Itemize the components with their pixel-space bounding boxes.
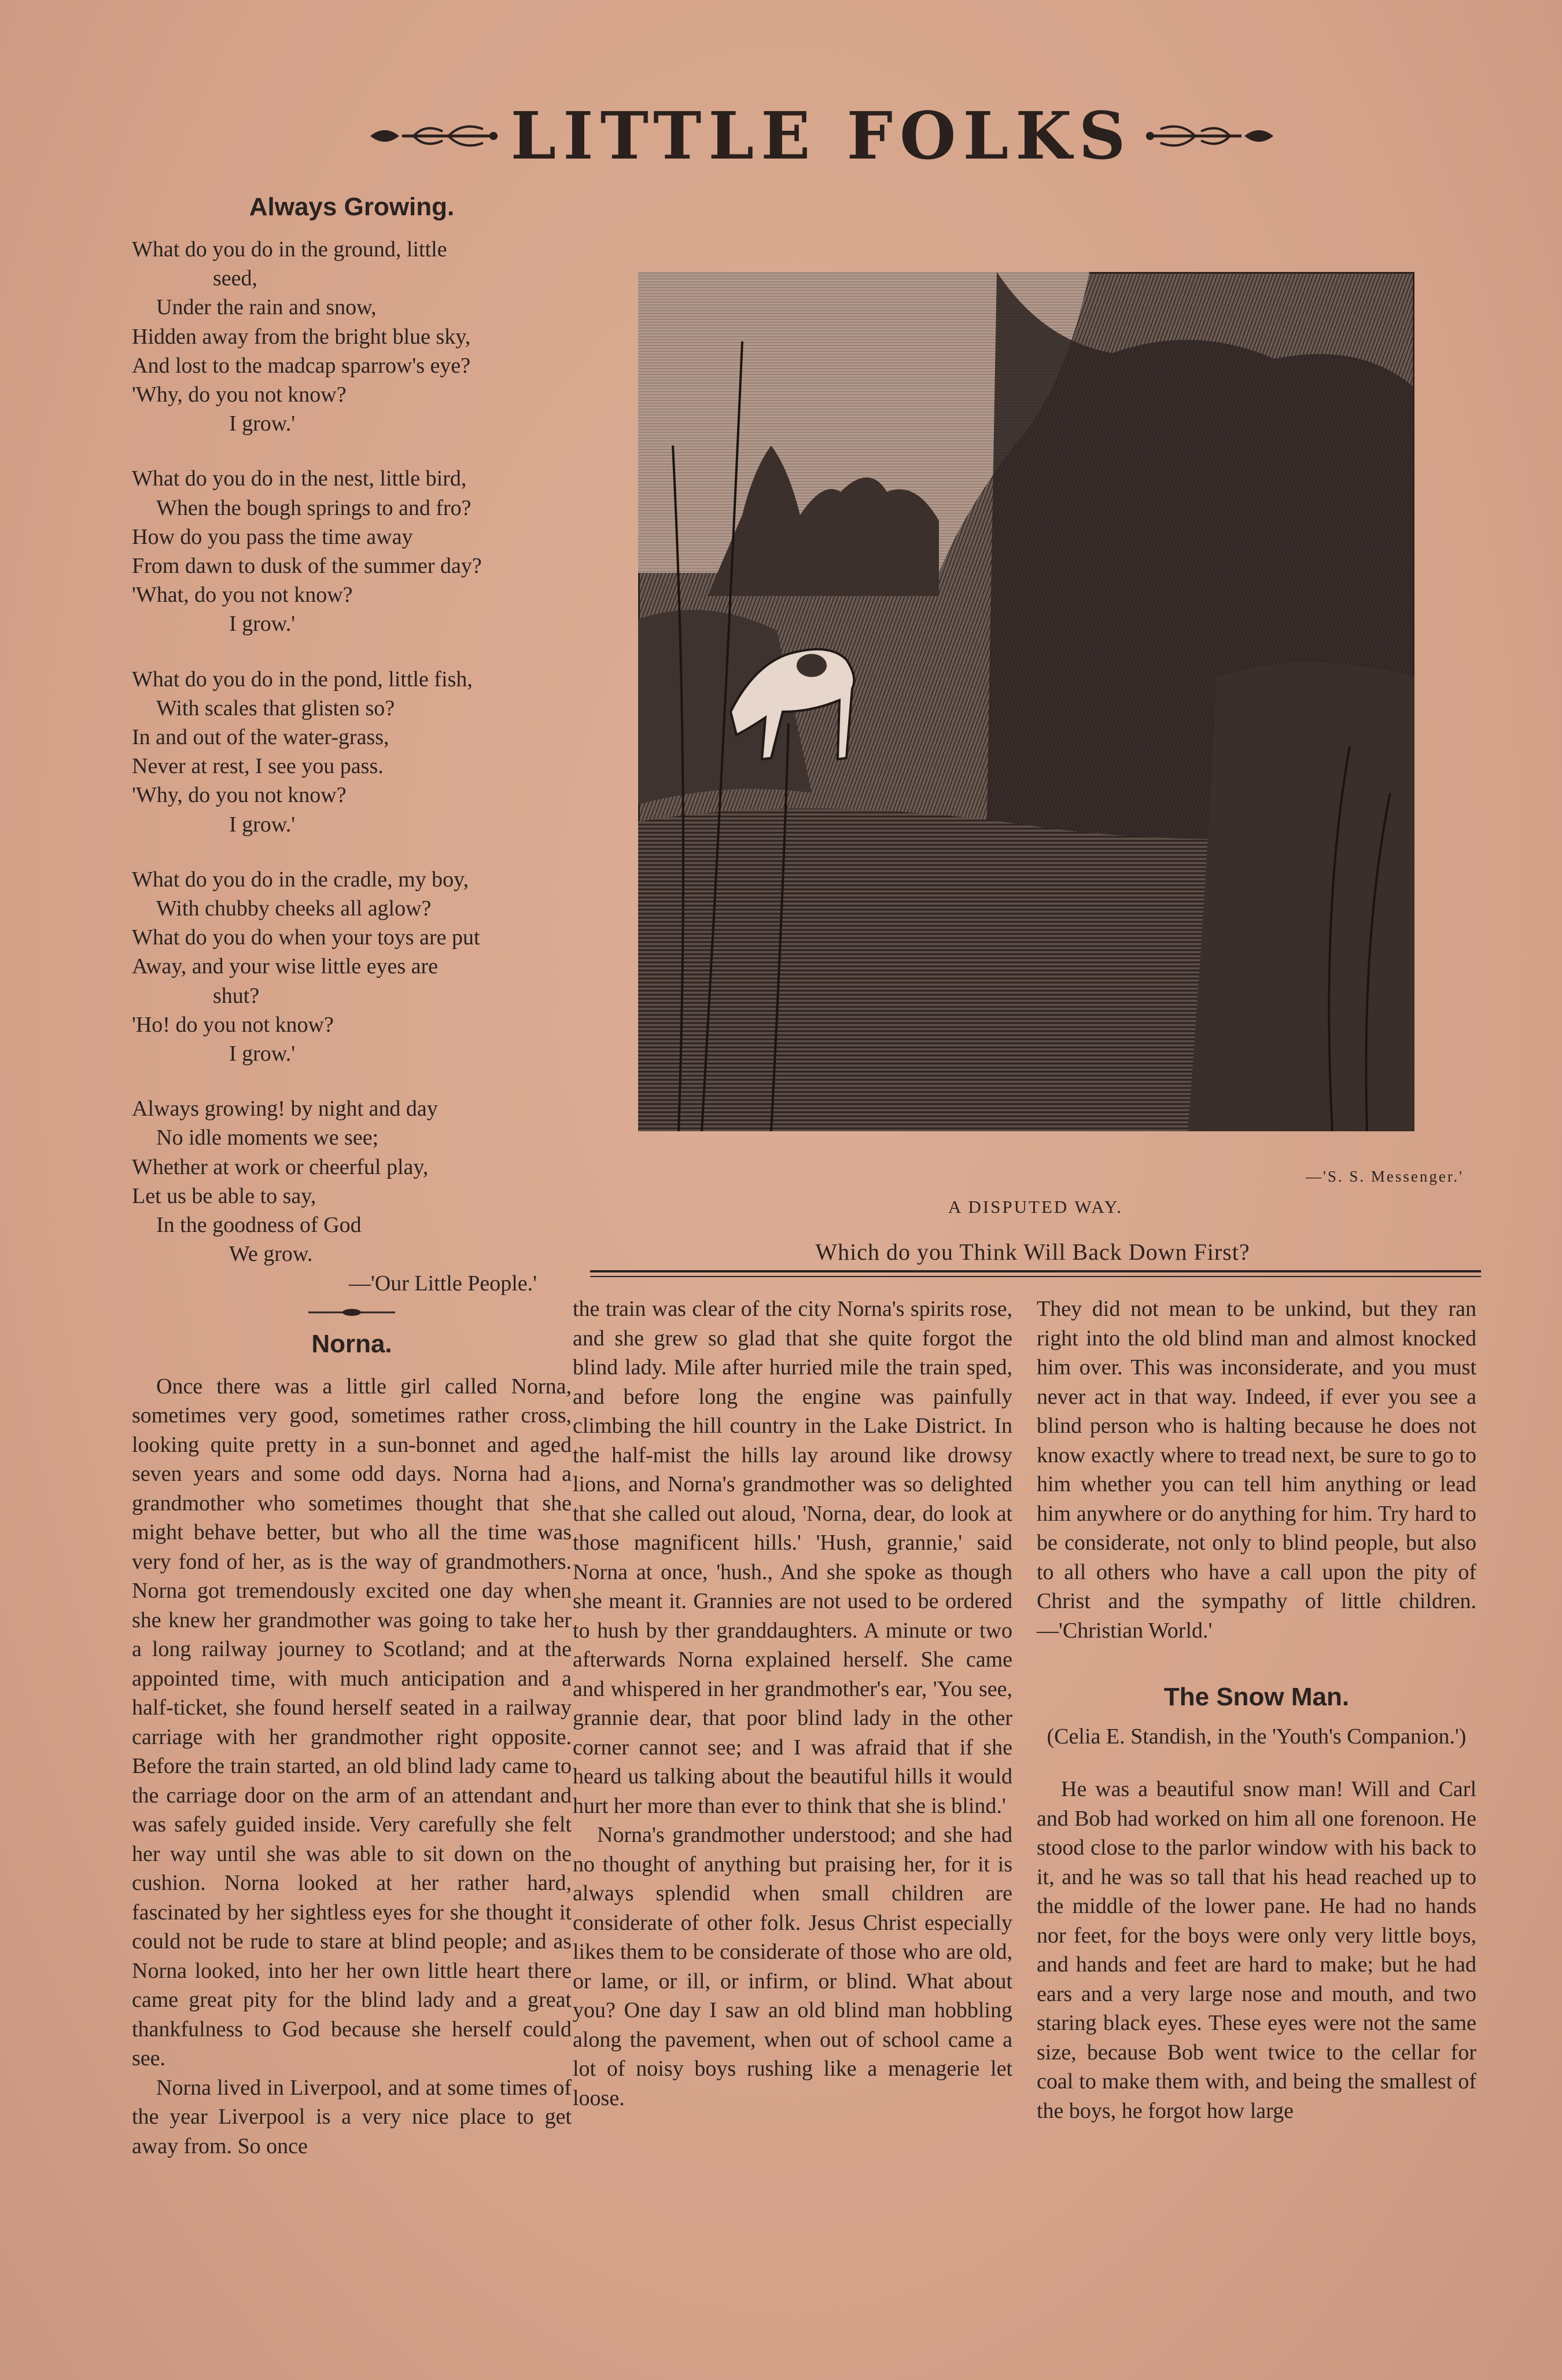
illustration-caption: A DISPUTED WAY. xyxy=(948,1197,1123,1217)
poem-line: From dawn to dusk of the summer day? xyxy=(132,554,482,579)
double-rule xyxy=(590,1270,1481,1277)
poem-line: shut? xyxy=(213,983,260,1008)
poem-line: seed, xyxy=(213,266,258,291)
poem-line: How do you pass the time away xyxy=(132,524,413,549)
poem-line: What do you do in the cradle, my boy, xyxy=(132,867,469,892)
norna-title: Norna. xyxy=(311,1329,392,1358)
poem-line: Whether at work or cheerful play, xyxy=(132,1154,429,1179)
poem-line: When the bough springs to and fro? xyxy=(156,495,471,520)
poem-line: 'Why, do you not know? xyxy=(132,783,347,808)
poem-line: And lost to the madcap sparrow's eye? xyxy=(132,353,471,378)
section-divider xyxy=(308,1307,395,1318)
poem-stanza xyxy=(132,1094,572,1268)
left-flourish-ornament xyxy=(367,119,500,153)
poem-line: 'Ho! do you not know? xyxy=(132,1012,334,1037)
norna-paragraph: the train was clear of the city Norna's spirits rose, and she grew so glad that she quite forgot the blind lady. Mile after hurried mile the train sped, and before long the engine was painfully climbing the hill country in the Lake District. In the half-mist the hills lay around like drowsy lions, and Norna's grandmother was so delighted that she called out aloud, 'Norna, dear, do look at those magnificent hills.' 'Hush, grannie,' said Norna at once, 'hush., And she spoke as though she meant it. Grannies are not used to be ordered to hush by ther granddaughters. A minute or two afterwards Norna explained herself. She came and whispered in her grandmother's ear, 'You see, grannie dear, that poor blind lady in the other corner cannot see; and I was afraid that if she heard us talking about the beautiful hills it would hurt her more than ever to think that she is blind.' xyxy=(573,1297,1012,1818)
middle-column xyxy=(573,1294,1012,2113)
poem-line: I grow.' xyxy=(229,812,296,837)
right-flourish-ornament xyxy=(1143,119,1276,153)
norna-paragraph: Norna's grandmother understood; and she had no thought of anything but praising her, for it is always splendid when small children are considerate of other folk. Jesus Christ especially likes them to be considerate of those who are old, or lame, or ill, or infirm, or blind. What about you? One day I saw an old blind man hobbling along the pavement, when out of school came a lot of noisy boys rushing like a menagerie let loose. xyxy=(573,1823,1012,2110)
poem-line: With chubby cheeks all aglow? xyxy=(156,896,432,921)
poem-line: Let us be able to say, xyxy=(132,1183,316,1208)
poem-stanza xyxy=(132,865,572,1068)
poem-stanza xyxy=(132,464,572,638)
poem-line: No idle moments we see; xyxy=(156,1125,379,1150)
poem-title: Always Growing. xyxy=(249,193,455,221)
section-title: LITTLE FOLKS xyxy=(510,98,1133,174)
norna-paragraph: Once there was a little girl called Norna, sometimes very good, sometimes rather cross, looking quite pretty in a sun-bonnet and aged seven years and some odd days. Norna had a grandmother who sometimes thought that she might behave better, but who all the time was very fond of her, as is the way of grandmothers. Norna got tremendously excited one day when she knew her grandmother was going to take her a long railway journey to Scotland; and at the appointed time, with much anticipation and a half-ticket, she found herself seated in a railway carriage with her grandmother right opposite. Before the train started, an old blind lady came to the carriage door on the arm of an attendant and was safely guided inside. Very carefully she felt her way until she was able to sit down on the cushion. Norna looked at her rather hard, fascinated by her sightless eyes for she thought it could not be rude to stare at blind people; and as Norna looked, into her her own little heart there came great pity for the blind lady and a great thankfulness to God because she herself could see. xyxy=(132,1374,572,2071)
poem-line: I grow.' xyxy=(229,612,296,637)
poem-line: With scales that glisten so? xyxy=(156,696,395,720)
poem-line: What do you do in the pond, little fish, xyxy=(132,667,473,691)
poem-line: Away, and your wise little eyes are xyxy=(132,954,439,979)
norna-paragraph: Norna lived in Liverpool, and at some times of the year Liverpool is a very nice place to get away from. So once xyxy=(132,2075,572,2158)
snowman-title: The Snow Man. xyxy=(1163,1683,1350,1711)
poem-line: Hidden away from the bright blue sky, xyxy=(132,324,471,349)
poem-line: In and out of the water-grass, xyxy=(132,725,389,750)
poem-line: We grow. xyxy=(229,1242,313,1267)
right-column xyxy=(1037,1294,1476,2125)
poem-line: Never at rest, I see you pass. xyxy=(132,754,384,779)
poem-stanza xyxy=(132,235,572,438)
poem-line: 'What, do you not know? xyxy=(132,583,353,608)
poem-credit: —'Our Little People.' xyxy=(348,1271,537,1296)
masthead xyxy=(324,98,1319,174)
poem-line: In the goodness of God xyxy=(156,1213,362,1238)
poem-line: Under the rain and snow, xyxy=(156,295,377,320)
illustration-credit: —'S. S. Messenger.' xyxy=(1306,1168,1464,1185)
disputed-way-illustration xyxy=(638,272,1414,1131)
poem xyxy=(132,235,572,1298)
snowman-paragraph: He was a beautiful snow man! Will and Carl and Bob had worked on him all one forenoon. He stood close to the parlor window with his back to it, and he was so tall that his head reached up to the middle of the lower pane. He had no hands nor feet, for the boys were only very little boys, and hands and feet are hard to make; but he had ears and a very large nose and mouth, and two staring black eyes. These eyes were not the same size, because Bob went twice to the cellar for coal to make them with, and being the smallest of the boys, he forgot how large xyxy=(1037,1777,1476,2123)
poem-line: I grow.' xyxy=(229,411,296,436)
poem-line: What do you do in the ground, little xyxy=(132,237,447,262)
poem-stanza xyxy=(132,665,572,839)
poem-line: What do you do in the nest, little bird, xyxy=(132,466,467,491)
poem-line: Always growing! by night and day xyxy=(132,1097,438,1121)
norna-paragraph: They did not mean to be unkind, but they ran right into the old blind man and almost knocked him over. This was inconsiderate, and you must never act in that way. Indeed, if ever you see a blind person who is halting because he does not know exactly where to tread next, be sure to go to him whether you can tell him anything or lead him anywhere or do anything for him. Try hard to be considerate, not only to blind people, but also to all others who have a call upon the pity of Christ and the sympathy of little children.—'Christian World.' xyxy=(1037,1297,1476,1643)
poem-line: 'Why, do you not know? xyxy=(132,382,347,407)
snowman-byline: (Celia E. Standish, in the 'Youth's Companion.') xyxy=(1047,1724,1467,1749)
poem-line: I grow.' xyxy=(229,1042,296,1066)
illustration-subcaption: Which do you Think Will Back Down First? xyxy=(815,1239,1250,1265)
left-column xyxy=(132,190,572,2161)
poem-line: What do you do when your toys are put xyxy=(132,925,480,950)
